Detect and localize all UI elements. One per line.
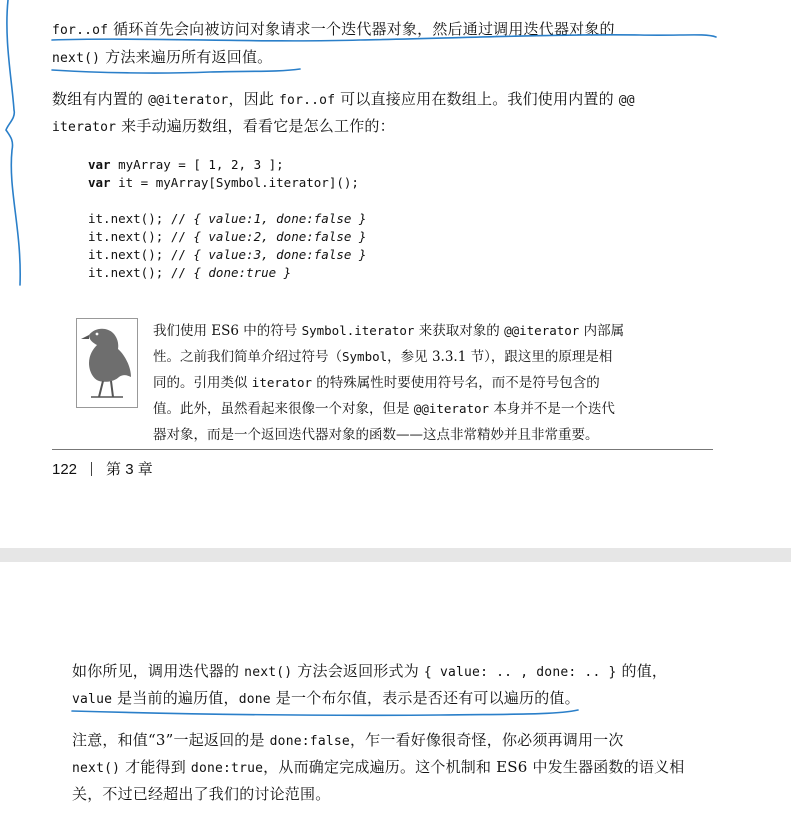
note-line	[153, 396, 615, 422]
paragraph-line	[72, 756, 684, 780]
book-page-lower	[0, 562, 791, 813]
text-span: 同的。引用类似	[153, 375, 252, 391]
code-line	[88, 264, 366, 282]
note-line	[153, 344, 612, 370]
page-number: 122	[52, 461, 78, 478]
page-footer	[52, 458, 153, 479]
paragraph-line	[72, 660, 667, 684]
paragraph-line	[72, 687, 580, 711]
inline-code: @@	[618, 93, 635, 108]
text-span: 才能得到	[120, 758, 191, 776]
text-span: ，参见 3.3.1 节），跟这里的原理是相	[387, 349, 613, 365]
code-text: it = myArray[Symbol.iterator]();	[110, 175, 359, 190]
code-text: it.next(); //	[88, 247, 194, 262]
paragraph-line	[52, 46, 272, 70]
text-span: 来手动遍历数组，看看它是怎么工作的：	[116, 117, 395, 135]
code-line	[88, 228, 366, 246]
code-line	[88, 156, 366, 174]
inline-code: Symbol.iterator	[301, 323, 415, 338]
inline-code: done:false	[269, 734, 350, 749]
code-keyword: var	[88, 157, 111, 172]
note-line	[153, 422, 599, 448]
code-text: it.next(); //	[88, 211, 194, 226]
inline-code: for..of	[279, 93, 336, 108]
code-keyword: var	[88, 175, 111, 190]
paragraph-line	[72, 783, 330, 805]
paragraph-line	[52, 18, 615, 42]
text-span: 性。之前我们简单介绍过符号（	[153, 349, 342, 365]
note-line	[153, 370, 600, 396]
text-span: ，乍一看好像很奇怪，你必须再调用一次	[349, 731, 624, 749]
inline-code: done	[238, 692, 271, 707]
text-span: 可以直接应用在数组上。我们使用内置的	[335, 90, 619, 108]
inline-code: Symbol	[342, 349, 388, 364]
crow-icon	[76, 318, 138, 408]
code-line	[88, 174, 366, 192]
inline-code: @@iterator	[504, 323, 580, 338]
text-span: 注意，和值“3”一起返回的是	[72, 731, 270, 749]
text-span: 器对象，而是一个返回迭代器对象的函数——这点非常精妙并且非常重要。	[153, 427, 599, 443]
code-text: it.next(); //	[88, 265, 194, 280]
footer-divider	[52, 449, 713, 450]
inline-code: @@iterator	[148, 93, 229, 108]
footer-separator	[91, 462, 92, 476]
inline-code: next()	[244, 665, 293, 680]
text-span: 是当前的遍历值，	[112, 689, 239, 707]
text-span: ，因此	[228, 90, 280, 108]
text-span: 方法会返回形式为	[292, 662, 424, 680]
code-block	[88, 156, 366, 282]
text-span: 本身并不是一个迭代	[489, 401, 615, 417]
chapter-label: 第 3 章	[106, 461, 153, 478]
text-span: 值。此外，虽然看起来很像一个对象，但是	[153, 401, 414, 417]
inline-code: next()	[72, 761, 121, 776]
paragraph-line	[52, 88, 635, 112]
text-span: 数组有内置的	[52, 90, 149, 108]
paragraph-line	[52, 115, 395, 139]
text-span: 方法来遍历所有返回值。	[100, 48, 273, 66]
text-span: 我们使用 ES6 中的符号	[153, 323, 302, 339]
inline-code: { value: .. , done: .. }	[423, 665, 617, 680]
inline-code: next()	[52, 51, 101, 66]
inline-code: for..of	[52, 23, 109, 38]
text-span: 的特殊属性时要使用符号名，而不是符号包含的	[312, 375, 600, 391]
text-span: 内部属	[579, 323, 625, 339]
text-span: 如你所见，调用迭代器的	[72, 662, 245, 680]
inline-code: iterator	[52, 120, 117, 135]
text-span: 是一个布尔值，表示是否还有可以遍历的值。	[270, 689, 580, 707]
code-comment: { done:true }	[193, 265, 292, 280]
paragraph-line	[72, 729, 624, 753]
text-span: ，从而确定完成遍历。这个机制和 ES6 中发生器函数的语义相	[263, 758, 685, 776]
code-comment: { value:1, done:false }	[193, 211, 367, 226]
code-text: myArray = [ 1, 2, 3 ];	[110, 157, 284, 172]
text-span: 关，不过已经超出了我们的讨论范围。	[72, 785, 331, 803]
text-span: 来获取对象的	[414, 323, 505, 339]
code-text: it.next(); //	[88, 229, 194, 244]
code-line	[88, 210, 366, 228]
text-span: 的值，	[616, 662, 668, 680]
inline-code: @@iterator	[413, 401, 490, 416]
page-gap	[0, 548, 791, 562]
text-span: 循环首先会向被访问对象请求一个迭代器对象，然后通过调用迭代器对象的	[108, 20, 615, 38]
inline-code: iterator	[251, 375, 313, 390]
code-line	[88, 246, 366, 264]
code-comment: { value:3, done:false }	[193, 247, 367, 262]
code-line	[88, 192, 366, 210]
inline-code: value	[72, 692, 113, 707]
inline-code: done:true	[190, 761, 264, 776]
code-comment: { value:2, done:false }	[193, 229, 367, 244]
note-line	[153, 318, 624, 344]
